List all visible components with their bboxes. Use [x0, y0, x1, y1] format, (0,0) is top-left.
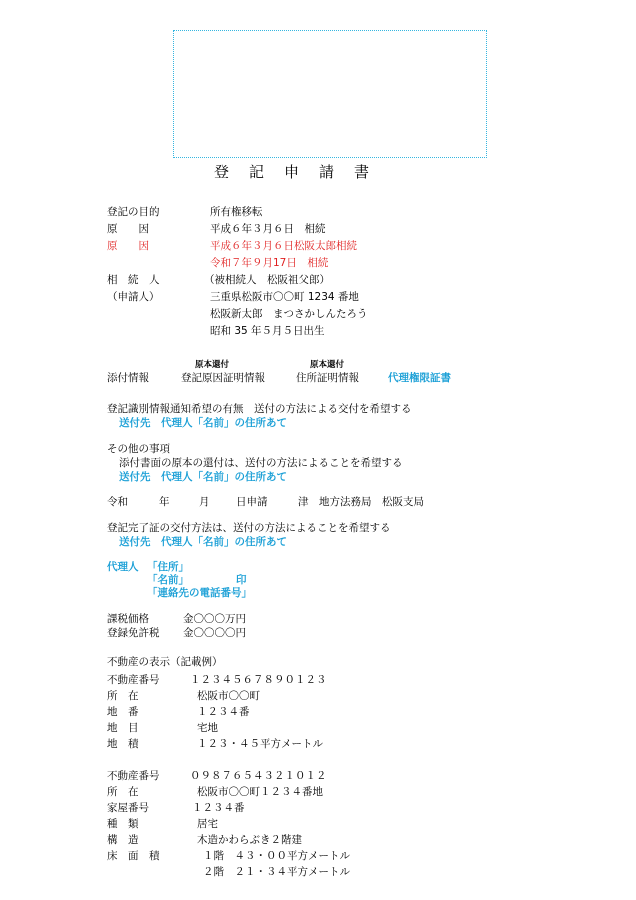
land-lot: １２３４番 [197, 706, 250, 718]
heir-value: （被相続人 松阪祖父郎） [204, 274, 330, 286]
applicant-birth: 昭和 35 年５月５日出生 [210, 325, 325, 337]
building-floor-label: 床 面 積 [107, 850, 160, 862]
building-structure: 木造かわらぶき２階建 [197, 834, 302, 846]
building-floor-2: ２階 ２１・３４平方メートル [203, 866, 350, 878]
agent-seal: 印 [236, 574, 247, 586]
building-location-label: 所 在 [107, 786, 139, 798]
cause-label: 原 因 [107, 223, 149, 235]
purpose-value: 所有権移転 [210, 206, 263, 218]
purpose-label: 登記の目的 [107, 206, 160, 218]
completion-line: 登記完了証の交付方法は、送付の方法によることを希望する [107, 522, 391, 534]
land-category: 宅地 [197, 722, 218, 734]
date-office: 津 地方法務局 松阪支局 [298, 496, 424, 508]
agent-phone: 「連絡先の電話番号」 [147, 587, 252, 599]
agent-name: 「名前」 [147, 574, 189, 586]
heir-label: 相 続 人 [107, 274, 160, 286]
building-number-label: 不動産番号 [107, 770, 160, 782]
original-return-note-1: 原本還付 [195, 360, 230, 370]
other-heading: その他の事項 [107, 443, 170, 455]
attachment-power-of-attorney: 代理権限証書 [388, 372, 451, 384]
license-tax-value: 金〇〇〇〇円 [183, 627, 246, 639]
agent-address: 「住所」 [147, 561, 189, 573]
land-area: １２３・４５平方メートル [197, 738, 323, 750]
document-title: 登記申請書 [214, 163, 390, 181]
land-lot-label: 地 番 [107, 706, 139, 718]
building-number: ０９８７６５４３２１０１２ [190, 770, 327, 782]
land-number: １２３４５６７８９０１２３ [190, 674, 327, 686]
building-kind-label: 種 類 [107, 818, 139, 830]
building-house: １２３４番 [192, 802, 245, 814]
applicant-address: 三重県松阪市〇〇町 1234 番地 [210, 291, 359, 303]
building-kind: 居宅 [197, 818, 218, 830]
other-line: 添付書面の原本の還付は、送付の方法によることを希望する [119, 457, 403, 469]
revenue-stamp-box [173, 30, 487, 158]
land-area-label: 地 積 [107, 738, 139, 750]
date-year: 年 [159, 496, 170, 508]
property-heading: 不動産の表示（記載例） [107, 656, 223, 668]
other-destination: 送付先 代理人「名前」の住所あて [119, 471, 287, 483]
attachment-address-proof: 住所証明情報 [296, 372, 359, 384]
tax-value-label: 課税価格 [107, 613, 149, 625]
license-tax-label: 登録免許税 [107, 627, 160, 639]
identity-notice-line: 登記識別情報通知希望の有無 送付の方法による交付を希望する [107, 403, 412, 415]
land-category-label: 地 目 [107, 722, 139, 734]
completion-destination: 送付先 代理人「名前」の住所あて [119, 536, 287, 548]
date-month: 月 [199, 496, 210, 508]
building-structure-label: 構 造 [107, 834, 139, 846]
cause-red-label: 原 因 [107, 240, 149, 252]
land-location: 松阪市〇〇町 [197, 690, 260, 702]
applicant-name: 松阪新太郎 まつさかしんたろう [210, 308, 368, 320]
date-era: 令和 [107, 496, 128, 508]
cause-red-line2: 令和７年９月17日 相続 [210, 257, 329, 269]
attachments-label: 添付情報 [107, 372, 149, 384]
building-location: 松阪市〇〇町１２３４番地 [197, 786, 323, 798]
land-location-label: 所 在 [107, 690, 139, 702]
attachment-cause-proof: 登記原因証明情報 [181, 372, 265, 384]
land-number-label: 不動産番号 [107, 674, 160, 686]
cause-red-line1: 平成６年３月６日松阪太郎相続 [210, 240, 357, 252]
agent-label: 代理人 [107, 561, 139, 573]
building-house-label: 家屋番号 [107, 802, 149, 814]
original-return-note-2: 原本還付 [310, 360, 345, 370]
building-floor-1: １階 ４３・００平方メートル [203, 850, 350, 862]
applicant-label: （申請人） [107, 291, 160, 303]
cause-value: 平成６年３月６日 相続 [210, 223, 326, 235]
identity-notice-destination: 送付先 代理人「名前」の住所あて [119, 417, 287, 429]
tax-value: 金〇〇〇万円 [183, 613, 246, 625]
date-day: 日申請 [236, 496, 268, 508]
